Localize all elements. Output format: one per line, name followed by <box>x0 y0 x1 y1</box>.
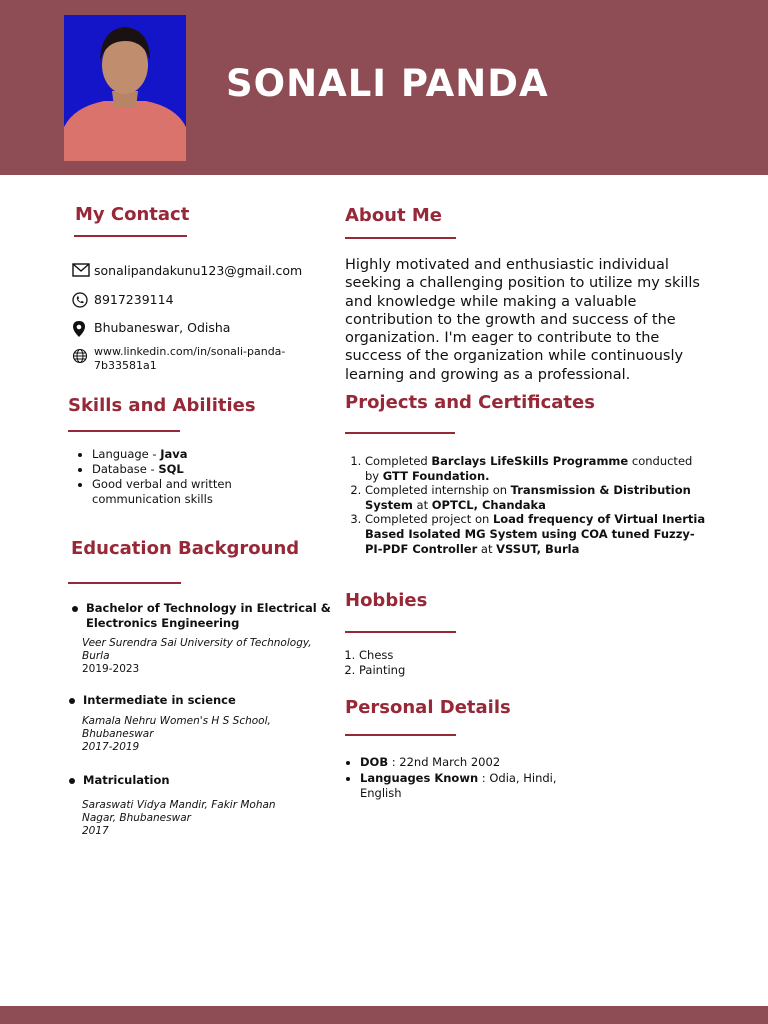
project-text: at <box>477 541 497 556</box>
bullet-icon <box>69 698 75 704</box>
hobbies-heading: Hobbies <box>345 590 428 611</box>
dob-value: : 22nd March 2002 <box>388 755 501 769</box>
projects-heading: Projects and Certificates <box>345 392 595 413</box>
linkedin-row <box>72 345 285 373</box>
dob-item <box>360 755 600 771</box>
education-years: 2019-2023 <box>82 663 140 675</box>
location-text: Bhubaneswar, Odisha <box>94 320 231 335</box>
email-row <box>72 263 302 278</box>
project-text: Completed project on <box>365 512 493 527</box>
personal-heading: Personal Details <box>345 697 511 718</box>
personal-rule <box>345 734 456 736</box>
about-rule <box>345 237 456 239</box>
phone-text: 8917239114 <box>94 292 174 307</box>
skill-label: Language - <box>92 447 161 461</box>
skill-value: Java <box>160 447 188 461</box>
mail-icon <box>72 263 94 277</box>
about-text: Highly motivated and enthusiastic individual seeking a challenging position to utilize my skills and knowledge while making a valuable contribution to the growth and success of the organization. I'm eager to contribute to the success of the organization while continuously learning and growing as a professional. <box>345 257 700 383</box>
hobbies-rule <box>345 631 456 633</box>
education-heading: Education Background <box>71 538 300 559</box>
education-entry-details <box>82 715 271 754</box>
projects-rule <box>345 432 455 434</box>
languages-item <box>360 771 600 802</box>
about-heading: About Me <box>345 205 442 226</box>
project-bold: OPTCL, Chandaka <box>431 497 546 512</box>
education-rule <box>68 582 181 584</box>
degree-line2: Electronics Engineering <box>86 616 240 630</box>
linkedin-line2[interactable]: 7b33581a1 <box>94 359 157 372</box>
education-years: 2017 <box>82 825 109 837</box>
school-line1: Saraswati Vidya Mandir, Fakir Mohan <box>82 799 276 811</box>
project-bold: Transmission & Distribution System <box>365 483 691 512</box>
education-entry-details <box>82 637 312 676</box>
degree-line1: Matriculation <box>83 773 170 787</box>
education-entry-title <box>72 601 331 631</box>
location-pin-icon <box>72 320 94 338</box>
hobby-item: 1. Chess <box>359 648 405 663</box>
phone-icon <box>72 292 94 308</box>
school-line2: Burla <box>82 650 110 662</box>
bullet-icon <box>72 606 78 612</box>
person-name: SONALI PANDA <box>226 62 549 105</box>
project-text: Completed internship on <box>365 483 511 498</box>
contact-heading: My Contact <box>75 204 190 225</box>
project-text: at <box>412 497 432 512</box>
skill-text: Good verbal and written communication skills <box>92 477 232 506</box>
education-entry-title <box>69 693 236 708</box>
project-bold: Load frequency of Virtual Inertia Based Isolated MG System using COA tuned Fuzzy-PI-PDF Controller <box>365 512 706 556</box>
personal-details-list <box>345 755 600 802</box>
skill-value: SQL <box>158 462 184 476</box>
languages-value: : Odia, Hindi, English <box>360 770 557 800</box>
phone-row <box>72 292 174 308</box>
profile-photo <box>64 15 186 161</box>
project-text: conducted by <box>365 454 693 483</box>
school-line2: Nagar, Bhubaneswar <box>82 812 191 824</box>
school-line2: Bhubaneswar <box>82 728 154 740</box>
school-line1: Veer Surendra Sai University of Technology, <box>82 637 312 649</box>
skill-label: Database - <box>92 462 159 476</box>
skills-rule <box>68 430 180 432</box>
hobby-item: 2. Painting <box>359 663 405 678</box>
project-item <box>365 483 710 512</box>
project-bold: VSSUT, Burla <box>496 541 580 556</box>
email-text[interactable]: sonalipandakunu123@gmail.com <box>94 263 303 278</box>
contact-rule <box>74 235 187 237</box>
skills-heading: Skills and Abilities <box>68 395 256 416</box>
project-text: Completed <box>365 454 432 468</box>
skill-item <box>92 462 280 477</box>
project-item <box>365 512 710 556</box>
skill-item <box>92 447 280 462</box>
school-line1: Kamala Nehru Women's H S School, <box>82 715 271 727</box>
location-row <box>72 320 230 338</box>
projects-list <box>345 454 710 556</box>
degree-line1: Bachelor of Technology in Electrical & <box>86 601 331 615</box>
linkedin-line1[interactable]: www.linkedin.com/in/sonali-panda- <box>94 345 286 358</box>
degree-line1: Intermediate in science <box>83 693 236 707</box>
footer-bar <box>0 1006 768 1024</box>
linkedin-link[interactable] <box>94 345 285 373</box>
hobbies-list <box>345 648 405 677</box>
project-item <box>365 454 710 483</box>
skills-list <box>70 447 280 507</box>
skill-item <box>92 477 280 507</box>
globe-icon <box>72 345 94 364</box>
education-years: 2017-2019 <box>82 741 140 753</box>
education-entry-title <box>69 773 170 788</box>
languages-label: Languages Known <box>360 770 479 785</box>
bullet-icon <box>69 778 75 784</box>
dob-label: DOB <box>360 755 389 769</box>
project-bold: GTT Foundation. <box>382 468 490 483</box>
education-entry-details <box>82 799 276 838</box>
project-bold: Barclays LifeSkills Programme <box>431 454 629 468</box>
